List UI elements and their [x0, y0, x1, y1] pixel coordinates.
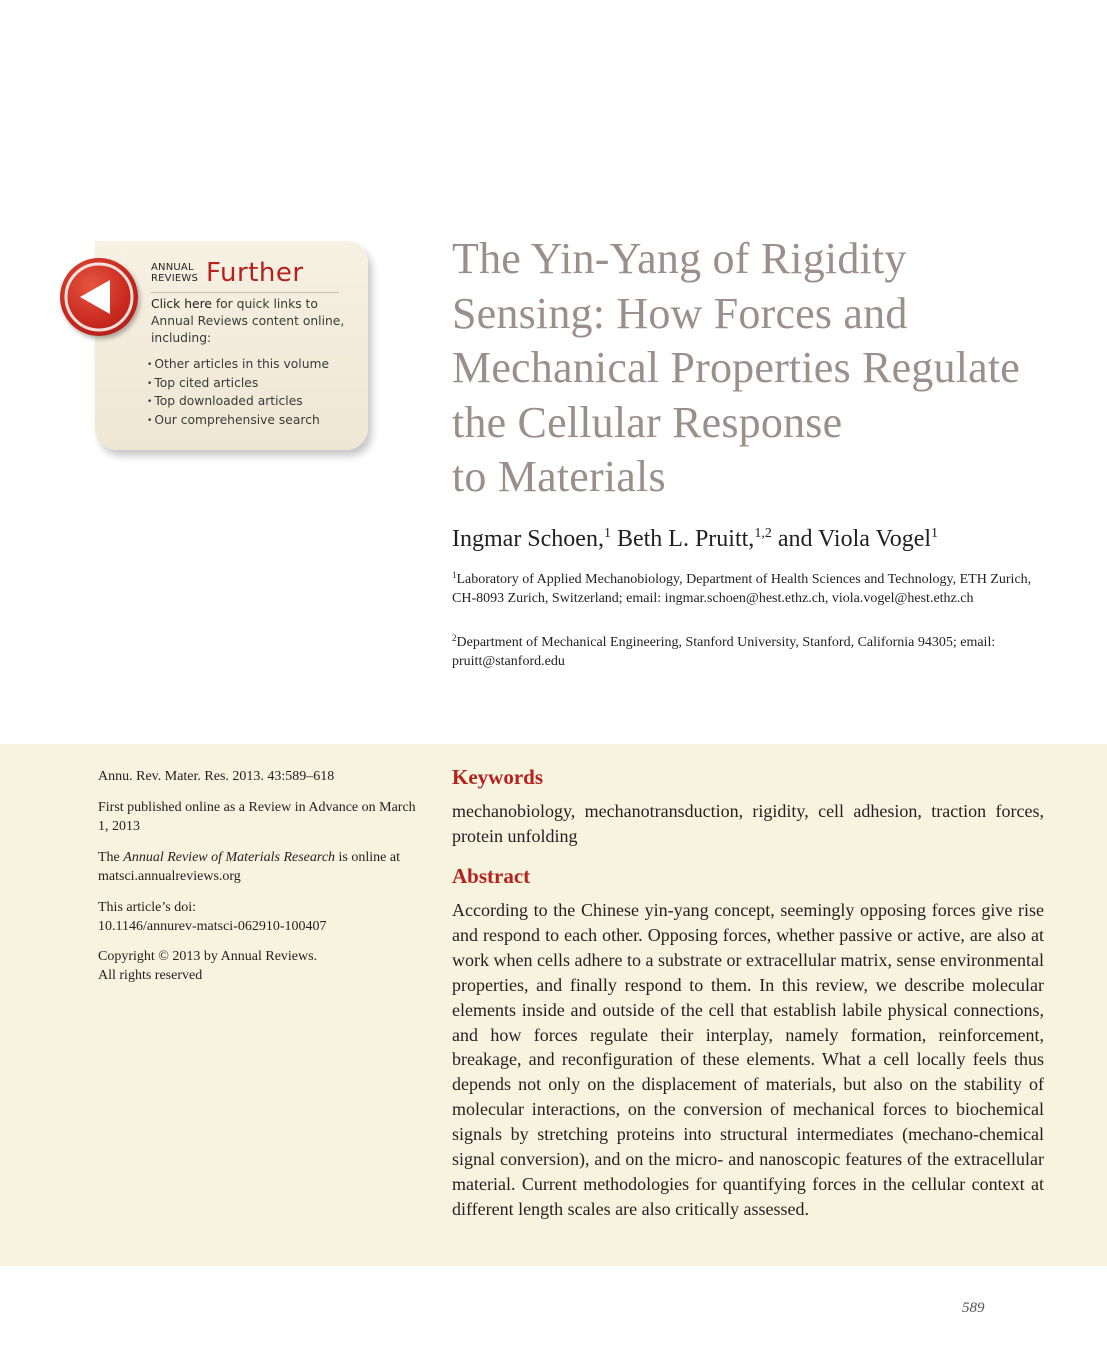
author-name: Ingmar Schoen,	[452, 526, 604, 552]
abstract-text: According to the Chinese yin-yang concept, seemingly opposing forces give rise and respond to each other. Opposing forces, whether passive or active, are also at work when cells adhere to a substrate or extracellular matrix, sense environmental properties, and finally respond to them. In this review, we describe molecular elements inside and outside of the cell that establish labile physical connections, and how forces regulate their interplay, namely formation, reinforcement, breakage, and reconfiguration of these elements. What a cell locally feels thus depends not only on the displacement of materials, but also on the stability of molecular interactions, on the conversion of mechanical forces to biochemical signals by stretching proteins into structural intermediates (mechano-chemical signal conversion), and on the micro- and nanoscopic features of the extracellular material. Current methodologies for quantifying forces in the cellular context at different length scales are also critically assessed.	[452, 900, 1044, 1219]
keywords-text: mechanobiology, mechanotransduction, rigidity, cell adhesion, traction forces, protein unfolding	[452, 801, 1044, 846]
title-line: the Cellular Response	[452, 397, 843, 447]
affiliation-mark: 2	[452, 633, 457, 643]
author-name: Beth L. Pruitt,	[610, 526, 755, 552]
affiliation-1	[452, 570, 1042, 608]
title-line: Mechanical Properties Regulate	[452, 343, 1021, 392]
further-link-search[interactable]: • Our comprehensive search	[147, 412, 329, 431]
journal-online-pre: The	[98, 850, 124, 865]
doi-value[interactable]: 10.1146/annurev-matsci-062910-100407	[98, 919, 327, 934]
further-link-top-downloaded[interactable]: • Top downloaded articles	[147, 393, 329, 412]
rights-reserved: All rights reserved	[98, 968, 203, 983]
affiliation-2	[452, 633, 1042, 671]
further-description-rest: for quick links to Annual Reviews content online, including:	[151, 297, 345, 345]
abstract-heading: Abstract	[452, 864, 531, 888]
further-brand: Further	[206, 258, 304, 288]
author-affil-mark: 1,2	[754, 526, 772, 541]
citation: Annu. Rev. Mater. Res. 2013. 43:589–618	[98, 769, 335, 784]
journal-name: Annual Review of Materials Research	[123, 850, 336, 865]
author-affil-mark: 1	[603, 526, 611, 541]
author-name: and Viola Vogel	[771, 526, 932, 552]
affiliation-text: Department of Mechanical Engineering, Stanford University, Stanford, California 94305; email: pruitt@stanford.edu	[452, 635, 996, 669]
keywords-heading: Keywords	[452, 765, 543, 789]
article-title	[452, 232, 1072, 505]
affiliation-mark: 1	[452, 570, 457, 580]
further-links-list	[147, 356, 329, 430]
further-link-other-articles[interactable]: • Other articles in this volume	[147, 356, 329, 375]
author-affil-mark: 1	[931, 526, 939, 541]
annual-label: ANNUAL	[151, 262, 194, 273]
annual-reviews-logo-text	[151, 262, 211, 284]
further-description	[151, 296, 361, 347]
doi-label: This article’s doi:	[98, 900, 196, 915]
title-line: The Yin-Yang of Rigidity	[452, 234, 907, 283]
author-list	[452, 524, 1072, 554]
published-date: First published online as a Review in Advance on March 1, 2013	[98, 800, 416, 834]
reviews-label: REVIEWS	[151, 273, 199, 284]
affiliation-text: Laboratory of Applied Mechanobiology, Department of Health Sciences and Technology, ETH Zurich, CH-8093 Zurich, Switzerland; email: ingmar.schoen@hest.ethz.ch, viola.vogel@hest.ethz.ch	[452, 572, 1032, 606]
back-arrow-icon[interactable]	[60, 258, 138, 336]
further-divider	[151, 292, 339, 293]
title-line: Sensing: How Forces and	[452, 288, 908, 338]
journal-online-post: is online at matsci.annualreviews.org	[98, 850, 400, 884]
page-number: 589	[962, 1300, 985, 1316]
doi-block	[98, 898, 418, 936]
copyright: Copyright © 2013 by Annual Reviews.	[98, 949, 318, 964]
journal-online-note	[98, 848, 418, 886]
click-here-link[interactable]: Click here	[151, 297, 212, 311]
title-line: to Materials	[452, 452, 666, 501]
copyright-block	[98, 947, 418, 985]
further-link-top-cited[interactable]: • Top cited articles	[147, 375, 329, 394]
